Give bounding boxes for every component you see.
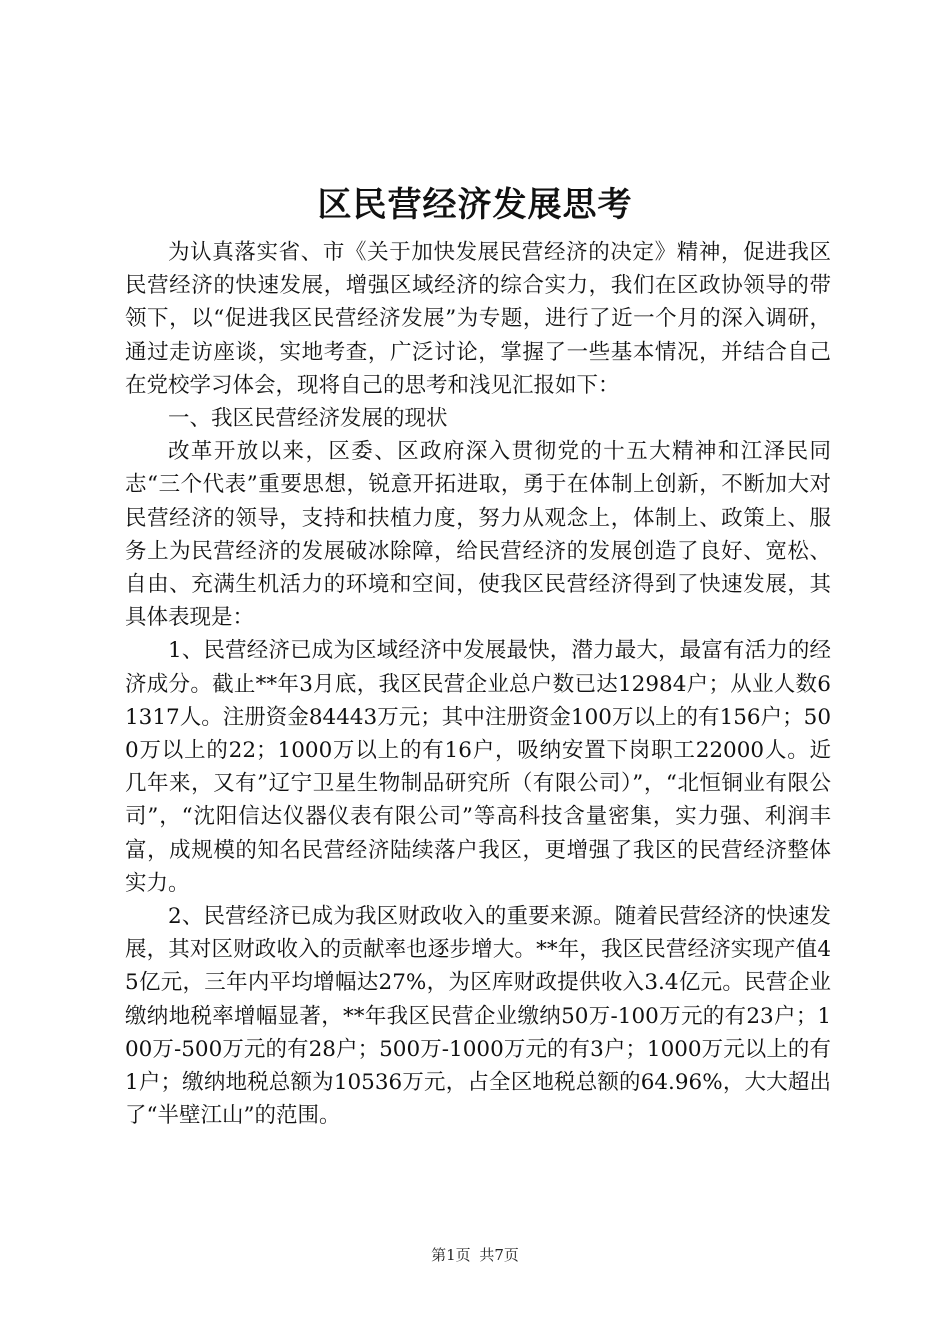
intro-paragraph: 为认真落实省、市《关于加快发展民营经济的决定》精神，促进我区民营经济的快速发展，增强区域经济的综合实力，我们在区政协领导的带领下，以“促进我区民营经济发展”为专题，进行了近一个月的深入调研，通过走访座谈，实地考查，广泛讨论，掌握了一些基本情况，并结合自己在党校学习体会，现将自己的思考和浅见汇报如下： (125, 240, 831, 398)
document-title: 区民营经济发展思考 (317, 185, 633, 225)
page-total: 共7页 (479, 1246, 519, 1264)
document-body (125, 236, 831, 1132)
body-paragraph: 1、民营经济已成为区域经济中发展最快，潜力最大，最富有活力的经济成分。截止**年3月底，我区民营企业总户数已达12984户；从业人数61317人。注册资金84443万元；其中注册资金100万以上的有156户；500万以上的22；1000万以上的有16户，吸纳安置下岗职工22000人。近几年来，又有”辽宁卫星生物制品研究所（有限公司）”，“北恒铜业有限公司”，“沈阳信达仪器仪表有限公司”等高科技含量密集，实力强、利润丰富，成规模的知名民营经济陆续落户我区，更增强了我区的民营经济整体实力。 (125, 638, 831, 896)
body-paragraph: 改革开放以来，区委、区政府深入贯彻党的十五大精神和江泽民同志“三个代表”重要思想，锐意开拓进取，勇于在体制上创新，不断加大对民营经济的领导，支持和扶植力度，努力从观念上，体制上、政策上、服务上为民营经济的发展破冰除障，给民营经济的发展创造了良好、宽松、自由、充满生机活力的环境和空间，使我区民营经济得到了快速发展，其具体表现是： (125, 439, 831, 631)
page-footer (0, 1245, 950, 1265)
section-heading: 一、我区民营经济发展的现状 (168, 406, 448, 432)
body-paragraph: 2、民营经济已成为我区财政收入的重要来源。随着民营经济的快速发展，其对区财政收入的贡献率也逐步增大。**年，我区民营经济实现产值45亿元，三年内平均增幅达27%，为区库财政提供收入3.4亿元。民营企业缴纳地税率增幅显著，**年我区民营企业缴纳50万-100万元的有23户；100万-500万元的有28户；500万-1000万元的有3户；1000万元以上的有1户；缴纳地税总额为10536万元，占全区地税总额的64.96%，大大超出了“半壁江山”的范围。 (125, 904, 831, 1129)
page-number: 第1页 (431, 1246, 471, 1264)
